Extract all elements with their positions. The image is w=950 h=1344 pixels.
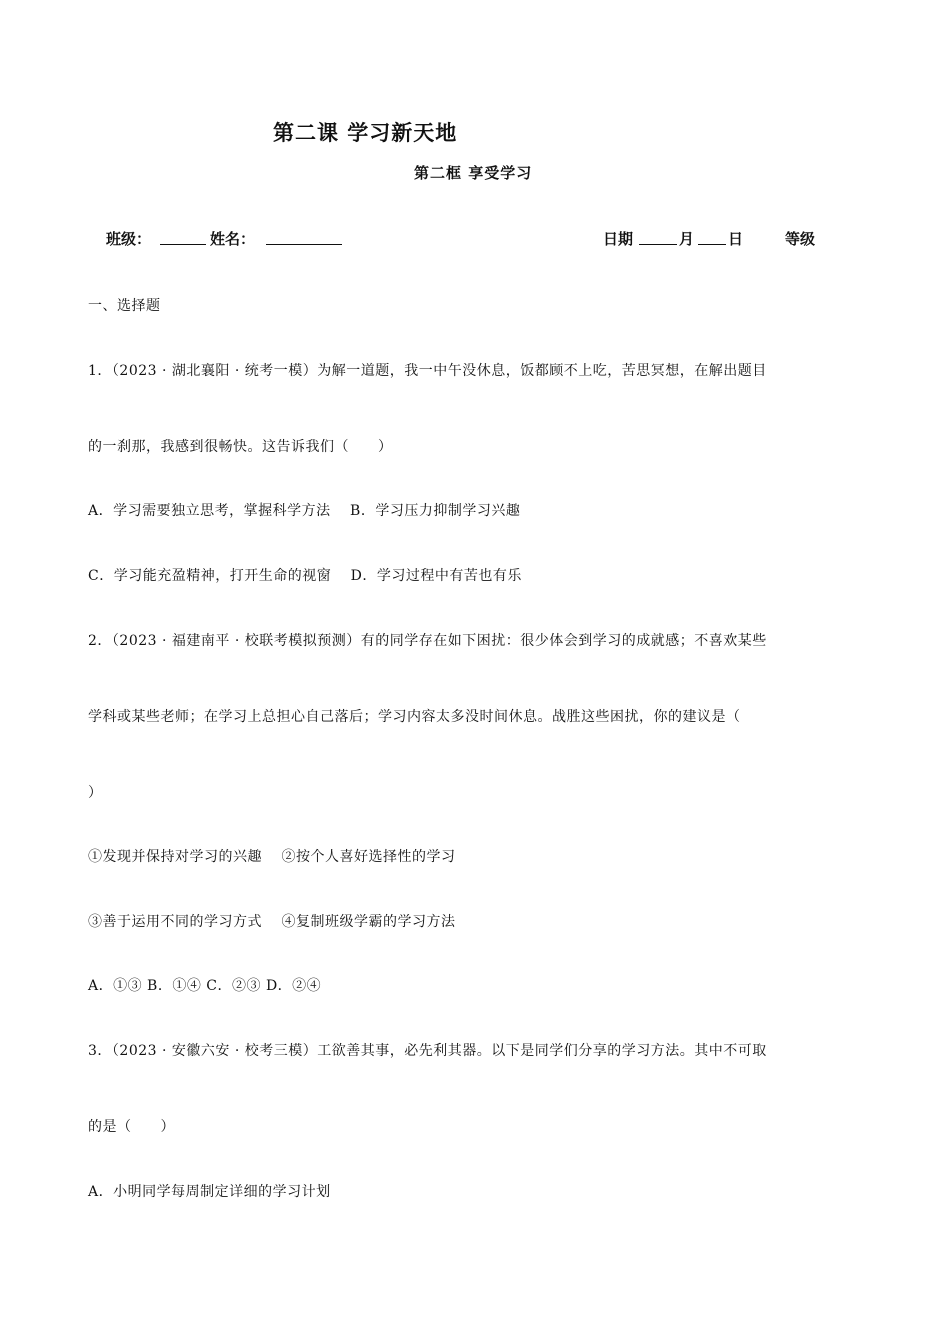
question-2-line-1: 2．（2023 · 福建南平 · 校联考模拟预测）有的同学存在如下困扰：很少体会到学习的成就感；不喜欢某些 bbox=[88, 633, 767, 649]
grade-label: 等级 bbox=[785, 230, 816, 248]
day-label: 日 bbox=[728, 230, 744, 248]
class-label: 班级： bbox=[106, 230, 152, 248]
question-2-items-12: ①发现并保持对学习的兴趣 ②按个人喜好选择性的学习 bbox=[88, 849, 456, 865]
page-subtitle: 第二框 享受学习 bbox=[414, 164, 533, 182]
day-blank[interactable] bbox=[698, 229, 726, 249]
question-3-line-1: 3．（2023 · 安徽六安 · 校考三模）工欲善其事，必先利其器。以下是同学们分享的学习方法。其中不可取 bbox=[88, 1043, 767, 1059]
date-label: 日期 bbox=[603, 230, 634, 248]
page-title: 第二课 学习新天地 bbox=[273, 120, 458, 145]
question-1-options-cd: C．学习能充盈精神，打开生命的视窗 D．学习过程中有苦也有乐 bbox=[88, 568, 522, 584]
question-2-line-2: 学科或某些老师；在学习上总担心自己落后；学习内容太多没时间休息。战胜这些困扰，你的建议是（ bbox=[88, 709, 741, 725]
section-heading: 一、选择题 bbox=[88, 298, 161, 314]
question-1-line-1: 1．（2023 · 湖北襄阳 · 统考一模）为解一道题，我一中午没休息，饭都顾不上吃，苦思冥想，在解出题目 bbox=[88, 363, 767, 379]
question-2-options: A．①③ B．①④ C．②③ D．②④ bbox=[88, 978, 322, 994]
month-label: 月 bbox=[679, 230, 695, 248]
question-1-line-2: 的一刹那，我感到很畅快。这告诉我们（ ） bbox=[88, 439, 393, 455]
question-2-line-3: ） bbox=[88, 785, 103, 801]
question-1-options-ab: A．学习需要独立思考，掌握科学方法 B．学习压力抑制学习兴趣 bbox=[88, 503, 521, 519]
month-blank[interactable] bbox=[639, 229, 677, 249]
name-blank[interactable] bbox=[266, 229, 342, 249]
question-3-line-2: 的是（ ） bbox=[88, 1119, 175, 1135]
class-blank[interactable] bbox=[160, 229, 206, 249]
question-2-items-34: ③善于运用不同的学习方式 ④复制班级学霸的学习方法 bbox=[88, 914, 456, 930]
name-label: 姓名： bbox=[210, 230, 256, 248]
question-3-option-a: A．小明同学每周制定详细的学习计划 bbox=[88, 1184, 331, 1200]
